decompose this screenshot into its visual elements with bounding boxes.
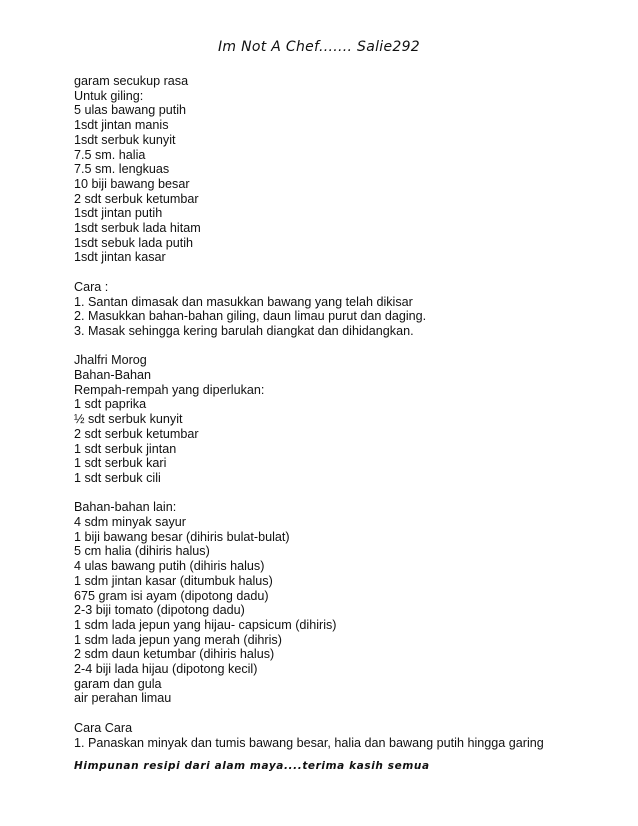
recipe-content	[74, 74, 614, 750]
text-line: Rempah-rempah yang diperlukan:	[74, 382, 265, 397]
section-heading: Bahan-Bahan	[74, 368, 152, 383]
page-header: Im Not A Chef....... Salie292	[217, 39, 421, 55]
text-line: 675 gram isi ayam (dipotong dadu)	[74, 588, 269, 603]
text-line: 2 sdt serbuk ketumbar	[74, 426, 199, 441]
text-line: 2-3 biji tomato (dipotong dadu)	[74, 603, 245, 618]
paragraph-gap	[74, 265, 614, 280]
paragraph-gap	[74, 706, 614, 721]
ingredient-list-section	[74, 74, 614, 265]
text-line: garam secukup rasa	[74, 74, 189, 88]
text-line: 4 ulas bawang putih (dihiris halus)	[74, 559, 265, 574]
text-line: 3. Masak sehingga kering barulah diangkat dan dihidangkan.	[74, 323, 414, 338]
text-line: 1. Panaskan minyak dan tumis bawang besar, halia dan bawang putih hingga garing	[74, 735, 544, 750]
other-ingredients-section	[74, 500, 614, 706]
text-line: 1 biji bawang besar (dihiris bulat-bulat)	[74, 529, 290, 544]
text-line: 1sdt sebuk lada putih	[74, 235, 194, 250]
text-line: 1 sdm lada jepun yang merah (dihris)	[74, 632, 282, 647]
text-line: 7.5 sm. halia	[74, 147, 146, 162]
text-line: 1sdt jintan manis	[74, 118, 169, 133]
text-line: 2 sdm daun ketumbar (dihiris halus)	[74, 647, 275, 662]
text-line: 2. Masukkan bahan-bahan giling, daun limau purut dan daging.	[74, 309, 427, 324]
text-line: 2 sdt serbuk ketumbar	[74, 191, 199, 206]
section-heading: Bahan-bahan lain:	[74, 500, 177, 515]
text-line: 2-4 biji lada hijau (dipotong kecil)	[74, 662, 258, 677]
text-line: 1 sdt paprika	[74, 397, 147, 412]
paragraph-gap	[74, 486, 614, 501]
text-line: 5 ulas bawang putih	[74, 103, 187, 118]
method-section	[74, 280, 614, 339]
text-line: 1sdt jintan kasar	[74, 250, 166, 265]
page-footer: Himpunan resipi dari alam maya....terima kasih semua	[74, 760, 430, 772]
text-line: 1 sdt serbuk kari	[74, 456, 167, 471]
text-line: 1sdt serbuk kunyit	[74, 132, 176, 147]
text-line: 1 sdt serbuk jintan	[74, 441, 177, 456]
text-line: garam dan gula	[74, 676, 162, 691]
text-line: 1sdt serbuk lada hitam	[74, 221, 201, 236]
text-line: 4 sdm minyak sayur	[74, 515, 186, 530]
text-line: 1. Santan dimasak dan masukkan bawang yang telah dikisar	[74, 294, 413, 309]
text-line: Untuk giling:	[74, 88, 144, 103]
section-heading: Cara :	[74, 279, 109, 294]
text-line: 7.5 sm. lengkuas	[74, 162, 170, 177]
text-line: 1sdt jintan putih	[74, 206, 163, 221]
text-line: 1 sdt serbuk cili	[74, 470, 161, 485]
text-line: 5 cm halia (dihiris halus)	[74, 544, 210, 559]
text-line: 1 sdm jintan kasar (ditumbuk halus)	[74, 573, 273, 588]
text-line: ½ sdt serbuk kunyit	[74, 412, 183, 427]
text-line: air perahan limau	[74, 691, 172, 706]
spices-section	[74, 353, 614, 485]
text-line: 1 sdm lada jepun yang hijau- capsicum (dihiris)	[74, 617, 337, 632]
method-section	[74, 721, 614, 750]
section-heading: Cara Cara	[74, 720, 133, 735]
paragraph-gap	[74, 339, 614, 354]
recipe-title: Jhalfri Morog	[74, 353, 147, 368]
text-line: 10 biji bawang besar	[74, 176, 190, 191]
